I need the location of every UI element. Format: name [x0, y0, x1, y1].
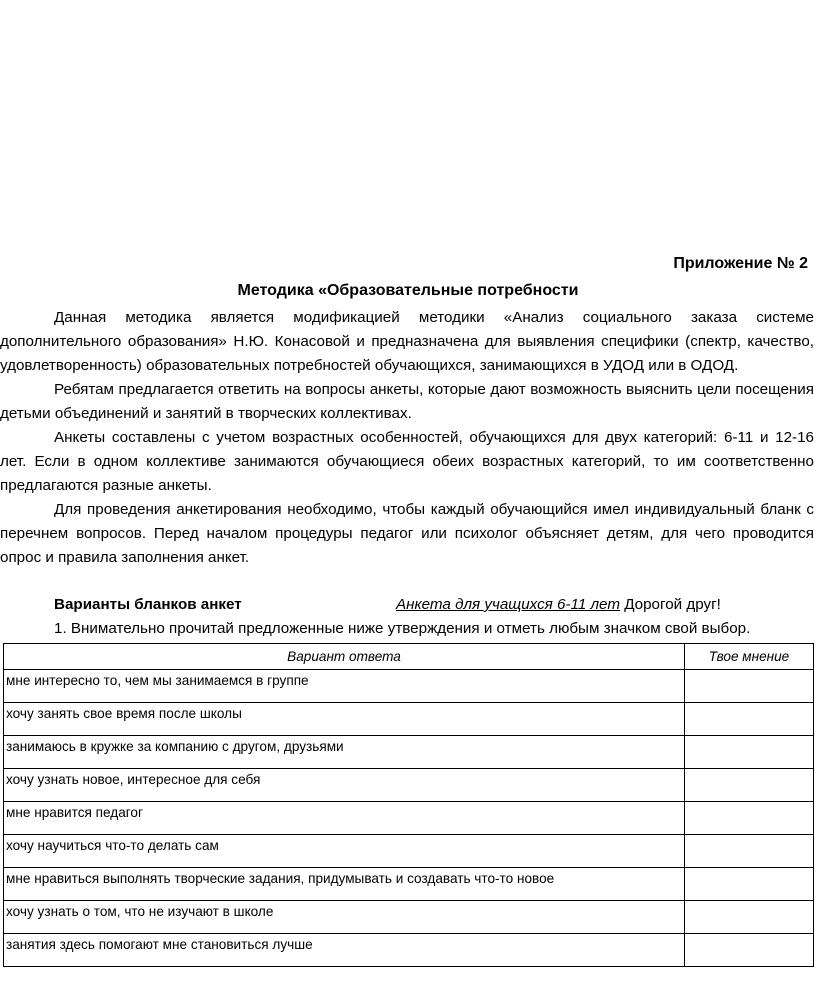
- answer-cell: мне интересно то, чем мы занимаемся в группе: [4, 670, 685, 703]
- anketa-heading: [396, 593, 721, 617]
- table-row: [4, 703, 814, 736]
- table-row: [4, 802, 814, 835]
- paragraph: Данная методика является модификацией методики «Анализ социального заказа системе дополнительного образования» Н.Ю. Конасовой и предназначена для выявления специфики (спектр, качество, удовлетворенность) образовательных потребностей обучающихся, занимающихся в УДОД или в ОДОД.: [0, 309, 814, 374]
- header-your-opinion: Твое мнение: [685, 644, 814, 670]
- opinion-cell[interactable]: [685, 901, 814, 934]
- opinion-cell[interactable]: [685, 868, 814, 901]
- answer-cell: хочу узнать о том, что не изучают в школе: [4, 901, 685, 934]
- table-row: [4, 934, 814, 967]
- opinion-cell[interactable]: [685, 769, 814, 802]
- table-row: [4, 769, 814, 802]
- answer-cell: хочу узнать новое, интересное для себя: [4, 769, 685, 802]
- appendix-label: Приложение № 2: [673, 255, 808, 272]
- instruction-text: 1. Внимательно прочитай предложенные ниже утверждения и отметь любым значком свой выбор.: [54, 620, 751, 637]
- opinion-cell[interactable]: [685, 835, 814, 868]
- variants-line: [54, 593, 814, 617]
- table-row: [4, 868, 814, 901]
- table-row: [4, 901, 814, 934]
- table-row: [4, 736, 814, 769]
- opinion-cell[interactable]: [685, 703, 814, 736]
- greeting: Дорогой друг!: [619, 596, 721, 613]
- answer-cell: занимаюсь в кружке за компанию с другом, друзьями: [4, 736, 685, 769]
- table-row: [4, 670, 814, 703]
- table-row: [4, 835, 814, 868]
- paragraph: Для проведения анкетирования необходимо, чтобы каждый обучающийся имел индивидуальный бланк с перечнем вопросов. Перед началом процедуры педагог или психолог объясняет детям, для чего проводится опрос и правила заполнения анкет.: [0, 501, 814, 566]
- paragraph: Ребятам предлагается ответить на вопросы анкеты, которые дают возможность выяснить цели посещения детьми объединений и занятий в творческих коллективах.: [0, 381, 814, 422]
- answer-cell: мне нравится педагог: [4, 802, 685, 835]
- opinion-cell[interactable]: [685, 670, 814, 703]
- paragraph: Анкеты составлены с учетом возрастных особенностей, обучающихся для двух категорий: 6-11 и 12-16 лет. Если в одном коллективе занимаются обучающиеся обеих возрастных категорий, то им соответственно предлагаются разные анкеты.: [0, 429, 814, 494]
- answer-cell: хочу научиться что-то делать сам: [4, 835, 685, 868]
- variants-label: Варианты бланков анкет: [54, 596, 242, 613]
- anketa-title: Анкета для учащихся 6-11 лет: [396, 596, 620, 613]
- header-answer-variant: Вариант ответа: [4, 644, 685, 670]
- opinion-cell[interactable]: [685, 736, 814, 769]
- answer-cell: мне нравиться выполнять творческие задания, придумывать и создавать что-то новое: [4, 868, 685, 901]
- opinion-cell[interactable]: [685, 802, 814, 835]
- table-header-row: [4, 644, 814, 670]
- survey-table: [3, 643, 814, 967]
- page-title: Методика «Образовательные потребности: [237, 282, 579, 299]
- intro-text: [0, 306, 814, 570]
- answer-cell: занятия здесь помогают мне становиться лучше: [4, 934, 685, 967]
- opinion-cell[interactable]: [685, 934, 814, 967]
- answer-cell: хочу занять свое время после школы: [4, 703, 685, 736]
